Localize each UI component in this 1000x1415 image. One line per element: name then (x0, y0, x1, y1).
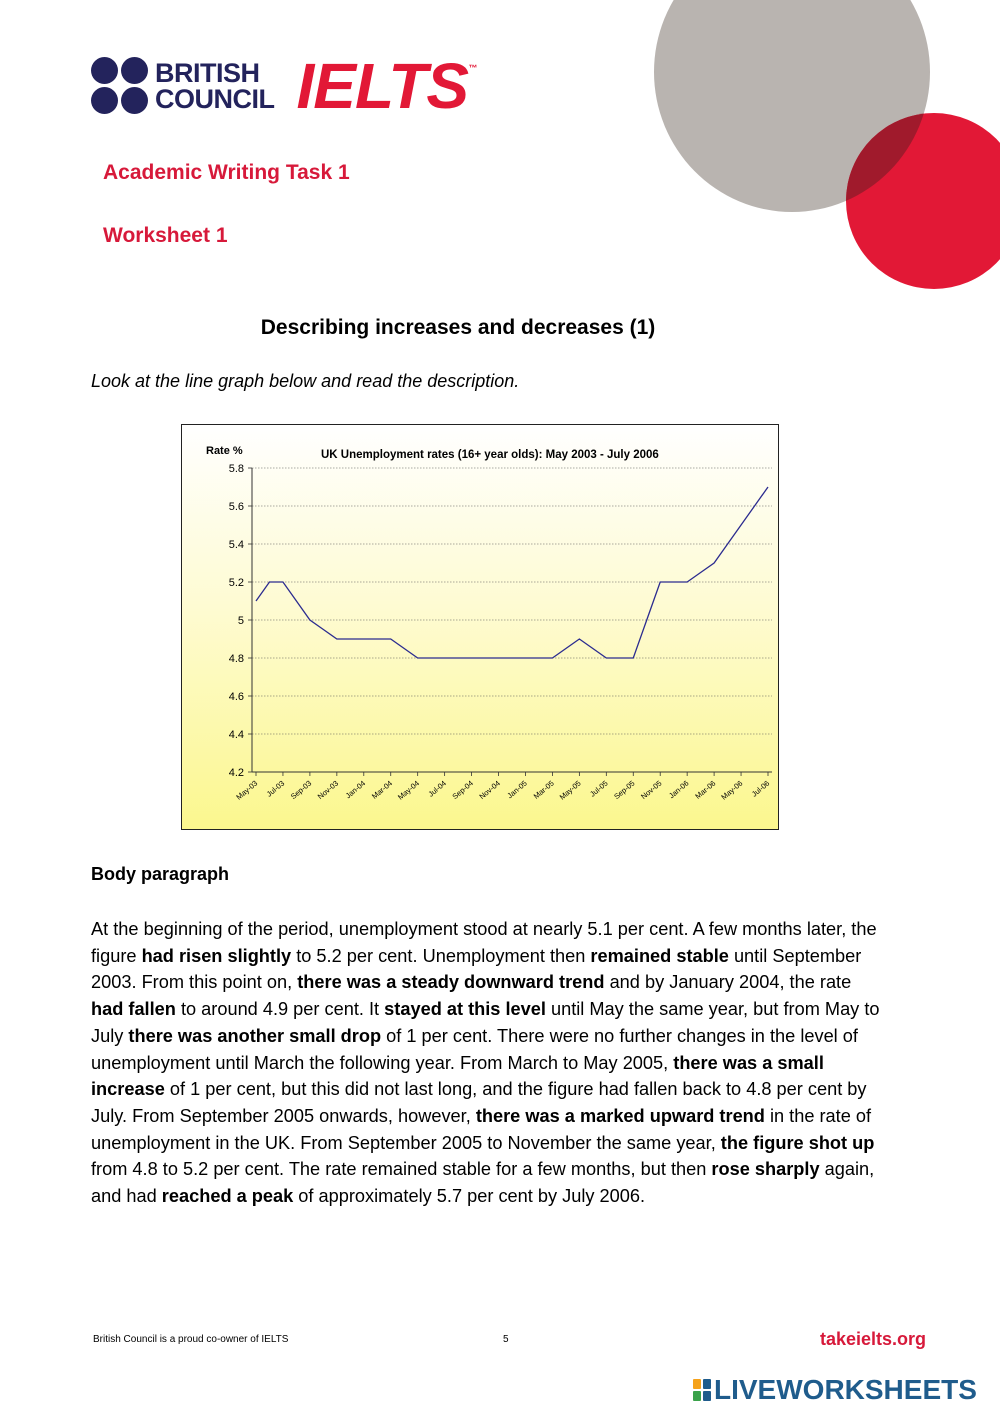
paragraph-text: of 1 per cent. There were no further changes in the level of unemployment until March the following year. From March to May 2005, (91, 1025, 858, 1073)
chart-y-tick-label: 4.6 (228, 691, 244, 703)
chart-x-tick-label: Nov-03 (315, 778, 341, 802)
decorative-circle-overlap (0, 0, 1000, 300)
paragraph-text: in the rate of unemployment in the UK. From September 2005 to November the same year, (91, 1105, 872, 1153)
chart-x-tick-label: Mar-04 (370, 778, 395, 801)
chart-x-tick-label: Nov-04 (477, 778, 502, 802)
key-phrase: there was a marked upward trend (475, 1105, 765, 1126)
chart-y-axis-label: Rate % (206, 445, 243, 457)
chart-x-tick-label: Nov-05 (639, 778, 664, 802)
british-council-dots-icon (91, 57, 149, 115)
key-phrase: there was a steady downward trend (297, 972, 605, 993)
header-logo (91, 50, 477, 122)
chart-y-tick-label: 5.6 (228, 501, 244, 513)
page-title: Describing increases and decreases (1) (260, 316, 656, 339)
key-phrase: had risen slightly (141, 945, 292, 966)
chart-x-tick-label: Jan-05 (505, 778, 529, 801)
paragraph-text: and by January 2004, the rate (604, 972, 852, 993)
chart-y-tick-label: 5.8 (228, 463, 244, 475)
liveworksheets-text: LIVEWORKSHEETS (714, 1374, 977, 1405)
key-phrase: had fallen (91, 999, 176, 1020)
key-phrase: there was another small drop (128, 1025, 382, 1046)
chart-x-tick-label: Jan-06 (667, 778, 691, 801)
chart-y-tick-label: 5 (237, 615, 244, 627)
chart-x-tick-label: May-03 (234, 778, 260, 802)
instruction-text: Look at the line graph below and read the description. (91, 371, 520, 391)
footer-ownership-note: British Council is a proud co-owner of IELTS (93, 1334, 289, 1345)
chart-x-tick-label: Sep-05 (612, 778, 637, 802)
line-chart (181, 424, 779, 830)
key-phrase: rose sharply (711, 1159, 820, 1180)
paragraph-text: until September 2003. From this point on, (91, 945, 862, 993)
chart-canvas (182, 425, 780, 831)
chart-y-tick-label: 4.2 (228, 767, 244, 779)
ielts-wordmark: IELTS™ (296, 50, 477, 122)
chart-x-tick-label: Mar-05 (531, 778, 556, 801)
worksheet-heading: Worksheet 1 (103, 224, 228, 247)
key-phrase: stayed at this level (384, 999, 546, 1020)
chart-y-tick-label: 4.8 (228, 653, 244, 665)
chart-series-line (256, 487, 768, 658)
chart-x-tick-label: May-05 (557, 778, 583, 802)
key-phrase: reached a peak (161, 1186, 294, 1207)
chart-y-tick-label: 4.4 (228, 729, 244, 741)
chart-x-tick-label: Sep-04 (450, 778, 475, 802)
chart-x-tick-label: Mar-06 (693, 778, 718, 801)
key-phrase: the figure shot up (720, 1132, 875, 1153)
paragraph-text: of approximately 5.7 per cent by July 2006. (293, 1186, 646, 1207)
british-council-wordmark: BRITISH COUNCIL (155, 58, 275, 114)
chart-y-tick-label: 5.2 (228, 577, 244, 589)
chart-x-tick-label: Jul-04 (426, 778, 448, 799)
body-paragraph (91, 916, 881, 1210)
chart-x-tick-label: Jul-03 (264, 778, 287, 799)
paragraph-text: again, and had (91, 1159, 875, 1207)
paragraph-text: to around 4.9 per cent. It (175, 999, 385, 1020)
chart-y-tick-label: 5.4 (228, 539, 244, 551)
chart-title: UK Unemployment rates (16+ year olds): May 2003 - July 2006 (321, 449, 659, 461)
chart-x-tick-label: Sep-03 (288, 778, 314, 802)
liveworksheets-watermark (693, 1374, 977, 1406)
takeielts-link[interactable]: takeielts.org (820, 1329, 927, 1349)
page-number: 5 (503, 1334, 509, 1345)
chart-x-tick-label: Jul-05 (588, 778, 610, 799)
paragraph-text: to 5.2 per cent. Unemployment then (291, 945, 591, 966)
task-heading: Academic Writing Task 1 (103, 161, 350, 184)
liveworksheets-icon (693, 1379, 711, 1401)
key-phrase: there was a small increase (91, 1052, 824, 1100)
paragraph-text: At the beginning of the period, unemployment stood at nearly 5.1 per cent. A few months later, the figure (91, 919, 877, 966)
chart-x-tick-label: Jul-06 (749, 778, 772, 799)
paragraph-text: from 4.8 to 5.2 per cent. The rate remained stable for a few months, but then (91, 1159, 712, 1180)
paragraph-text: of 1 per cent, but this did not last long, and the figure had fallen back to 4.8 per cent by July. From September 2005 onwards, however, (91, 1079, 867, 1126)
paragraph-text: until May the same year, but from May to July (91, 999, 880, 1046)
key-phrase: remained stable (590, 945, 729, 966)
chart-x-tick-label: May-04 (396, 778, 421, 802)
chart-x-tick-label: May-06 (719, 778, 745, 802)
section-label: Body paragraph (91, 864, 230, 884)
chart-x-tick-label: Jan-04 (343, 778, 368, 801)
